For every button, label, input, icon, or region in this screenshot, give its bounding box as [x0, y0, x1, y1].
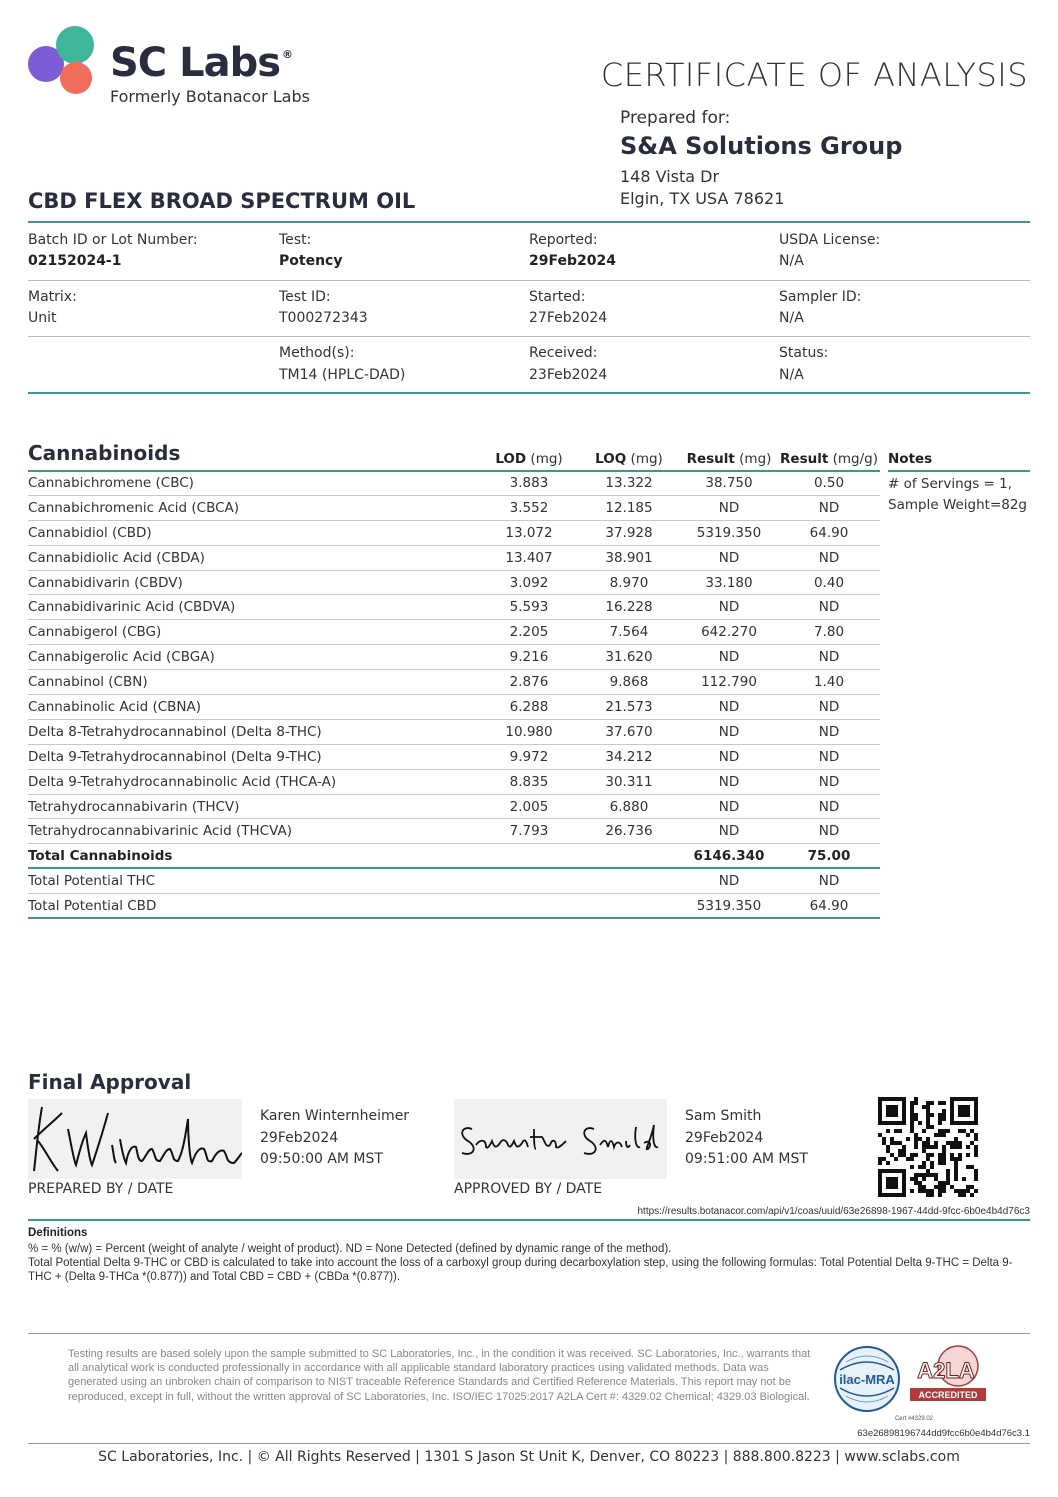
- row-value: ND: [818, 823, 840, 840]
- divider: [28, 392, 1030, 394]
- table-row: [28, 695, 880, 720]
- row-value: 642.270: [701, 624, 757, 641]
- notes-text: # of Servings = 1, Sample Weight=82g: [888, 476, 1028, 513]
- row-value: 3.552: [509, 499, 549, 516]
- prepared-by-caption: PREPARED BY / DATE: [28, 1181, 174, 1197]
- divider: [888, 470, 1030, 472]
- row-value: ND: [718, 823, 740, 840]
- row-value: 7.564: [609, 624, 649, 641]
- row-value: ND: [818, 549, 840, 566]
- row-value: 3.092: [509, 574, 549, 591]
- col-loq: LOQ (mg): [595, 451, 663, 467]
- test-value: Potency: [279, 253, 343, 269]
- preparer-info: [260, 1106, 409, 1171]
- row-value: ND: [718, 798, 740, 815]
- row-value: 5.593: [509, 599, 549, 616]
- client-address-line-1: 148 Vista Dr: [620, 167, 720, 186]
- table-row: [28, 546, 880, 571]
- usda-label: USDA License:: [779, 232, 881, 248]
- row-value: 6146.340: [693, 848, 765, 865]
- row-value: 38.901: [605, 549, 653, 566]
- preparer-name: Karen Winternheimer: [260, 1108, 410, 1124]
- notes-heading: Notes: [888, 451, 933, 467]
- table-row: [28, 496, 880, 521]
- cannabinoids-table: [28, 471, 880, 919]
- sampler-value: N/A: [779, 310, 804, 326]
- col-result-mgg: Result (mg/g): [780, 451, 878, 467]
- divider: [28, 1219, 1030, 1221]
- row-value: ND: [718, 773, 740, 790]
- table-row: [28, 595, 880, 620]
- document-title: CERTIFICATE OF ANALYSIS: [600, 56, 1028, 94]
- logo-dot-green: [56, 26, 94, 64]
- row-name: Cannabichromene (CBC): [28, 475, 194, 491]
- row-value: 112.790: [701, 674, 757, 691]
- row-value: 7.80: [813, 624, 845, 641]
- row-value: 2.876: [509, 674, 549, 691]
- row-name: Total Potential CBD: [28, 898, 157, 915]
- row-value: ND: [718, 873, 740, 890]
- certificate-id: 63e26898196744dd9fcc6b0e4b4d76c3.1: [857, 1428, 1030, 1439]
- preparer-time: 09:50:00 AM MST: [260, 1151, 383, 1167]
- test-label: Test:: [279, 232, 312, 248]
- row-value: ND: [718, 699, 740, 716]
- test-id-value: T000272343: [279, 310, 368, 326]
- disclaimer-text: Testing results are based solely upon the sample submitted to SC Laboratories, Inc., in the condition it was received. SC Laboratories, Inc., warrants that all analytical work is conducted professionally in accordance with all applicable standard laboratory practices using validated methods. Data was generated using an unbroken chain of comparison to NIST traceable Reference Standards and Certified Reference Materials. This report may not be reproduced, except in full, without the written approval of SC Laboratories, Inc. ISO/IEC 17025:2017 A2LA Cert #: 4329.02 Chemical; 4329.03 Biological.: [68, 1348, 811, 1403]
- row-name: Tetrahydrocannabivarinic Acid (THCVA): [28, 823, 292, 840]
- row-value: 3.883: [509, 475, 549, 491]
- row-value: 5319.350: [696, 898, 762, 915]
- table-row: [28, 745, 880, 770]
- divider: [28, 221, 1030, 223]
- row-name: Cannabidivarinic Acid (CBDVA): [28, 599, 236, 616]
- table-row: [28, 521, 880, 546]
- row-value: 9.972: [509, 748, 549, 765]
- cert-number: Cert #4329.02: [894, 1416, 933, 1422]
- method-value: TM14 (HPLC-DAD): [279, 367, 406, 383]
- sampler-label: Sampler ID:: [779, 289, 862, 305]
- approver-info: [685, 1106, 808, 1171]
- row-value: ND: [718, 549, 740, 566]
- row-name: Cannabidivarin (CBDV): [28, 574, 183, 591]
- row-name: Cannabinol (CBN): [28, 674, 148, 691]
- status-value: N/A: [779, 367, 804, 383]
- approved-by-caption: APPROVED BY / DATE: [454, 1181, 603, 1197]
- row-value: ND: [818, 773, 840, 790]
- row-value: 8.835: [509, 773, 549, 790]
- row-name: Cannabigerolic Acid (CBGA): [28, 649, 215, 666]
- row-value: 26.736: [605, 823, 653, 840]
- row-name: Tetrahydrocannabivarin (THCV): [28, 798, 240, 815]
- started-label: Started:: [529, 289, 586, 305]
- row-value: 9.868: [609, 674, 649, 691]
- row-name: Total Cannabinoids: [28, 848, 173, 865]
- row-value: 1.40: [813, 674, 845, 691]
- cannabinoids-heading: Cannabinoids: [28, 441, 181, 465]
- table-row: [28, 770, 880, 795]
- row-value: 34.212: [605, 748, 653, 765]
- table-row: [28, 471, 880, 496]
- preparer-date: 29Feb2024: [260, 1129, 339, 1146]
- row-value: ND: [818, 748, 840, 765]
- row-value: 2.205: [509, 624, 549, 641]
- approver-signature: [454, 1099, 667, 1179]
- svg-text:ACCREDITED: ACCREDITED: [918, 1390, 978, 1400]
- definitions-line-1: % = % (w/w) = Percent (weight of analyte / weight of product). ND = None Detected (defined by dynamic range of the method).: [28, 1243, 672, 1255]
- matrix-label: Matrix:: [28, 289, 77, 305]
- matrix-value: Unit: [28, 310, 57, 326]
- row-value: 0.40: [813, 574, 845, 591]
- batch-value: 02152024-1: [28, 253, 122, 269]
- svg-text:ilac-MRA: ilac-MRA: [839, 1372, 895, 1387]
- svg-text:A2LA: A2LA: [917, 1358, 975, 1383]
- row-value: 33.180: [705, 574, 753, 591]
- row-value: 8.970: [609, 574, 649, 591]
- row-name: Delta 9-Tetrahydrocannabinol (Delta 9-THC): [28, 748, 322, 765]
- verification-url[interactable]: https://results.botanacor.com/api/v1/coas/uuid/63e26898-1967-44dd-9fcc-6b0e4b4d76c3: [637, 1206, 1030, 1217]
- received-label: Received:: [529, 345, 598, 361]
- row-value: 2.005: [509, 798, 549, 815]
- status-label: Status:: [779, 345, 829, 361]
- row-value: ND: [718, 723, 740, 740]
- row-value: 37.670: [605, 723, 653, 740]
- row-value: 38.750: [705, 475, 753, 491]
- batch-label: Batch ID or Lot Number:: [28, 232, 198, 248]
- divider: [28, 336, 1030, 337]
- qr-code-icon[interactable]: [878, 1097, 978, 1197]
- footer: SC Laboratories, Inc. | © All Rights Reserved | 1301 S Jason St Unit K, Denver, CO 80223 | 888.800.8223 | www.sclabs.com: [98, 1449, 960, 1465]
- col-result-mg: Result (mg): [686, 451, 772, 467]
- row-name: Delta 8-Tetrahydrocannabinol (Delta 8-THC): [28, 723, 322, 740]
- client-name: S&A Solutions Group: [620, 132, 903, 160]
- row-name: Delta 9-Tetrahydrocannabinolic Acid (THCA-A): [28, 773, 337, 790]
- row-value: 64.90: [809, 898, 849, 915]
- table-row: [28, 894, 880, 919]
- row-value: 0.50: [813, 475, 845, 491]
- client-address-line-2: Elgin, TX USA 78621: [620, 189, 785, 208]
- brand-logo: [28, 26, 108, 96]
- definitions-line-2: Total Potential Delta 9-THC or CBD is calculated to take into account the loss of a carboxyl group during decarboxylation step, using the following formulas: Total Potential Delta 9-THC = Delta 9-THC + (Delta 9-THCa *(0.877)) and Total CBD = CBD + (CBDa *(0.877)).: [28, 1257, 1013, 1283]
- row-value: 13.322: [605, 475, 653, 491]
- definitions-text: [28, 1242, 1028, 1284]
- started-value: 27Feb2024: [529, 310, 608, 326]
- brand-subtitle: Formerly Botanacor Labs: [110, 87, 310, 106]
- approver-date: 29Feb2024: [685, 1129, 764, 1146]
- divider: [28, 1333, 1030, 1334]
- brand-name: SC Labs ®: [110, 40, 293, 86]
- method-label: Method(s):: [279, 345, 355, 361]
- row-value: 9.216: [509, 649, 549, 666]
- row-value: ND: [818, 649, 840, 666]
- row-value: 21.573: [605, 699, 653, 716]
- row-name: Cannabidiol (CBD): [28, 524, 152, 541]
- row-value: ND: [718, 499, 740, 516]
- logo-dot-coral: [60, 62, 92, 94]
- row-value: ND: [818, 499, 840, 516]
- preparer-signature: [28, 1099, 242, 1179]
- col-lod: LOD (mg): [495, 451, 563, 467]
- a2la-logo: [906, 1344, 988, 1406]
- row-value: 37.928: [605, 524, 653, 541]
- prepared-for-label: Prepared for:: [620, 108, 731, 128]
- table-row: [28, 571, 880, 596]
- row-value: 64.90: [809, 524, 849, 541]
- row-name: Total Potential THC: [28, 873, 156, 890]
- row-value: 7.793: [509, 823, 549, 840]
- table-row: [28, 819, 880, 844]
- test-id-label: Test ID:: [279, 289, 331, 305]
- product-title: CBD FLEX BROAD SPECTRUM OIL: [28, 189, 416, 213]
- table-row: [28, 645, 880, 670]
- row-value: ND: [818, 723, 840, 740]
- row-value: ND: [718, 748, 740, 765]
- table-row: [28, 869, 880, 894]
- table-row: [28, 670, 880, 695]
- row-value: 75.00: [807, 848, 851, 865]
- received-value: 23Feb2024: [529, 367, 608, 383]
- final-approval-heading: Final Approval: [28, 1070, 192, 1094]
- row-value: ND: [818, 798, 840, 815]
- ilac-mra-logo: [832, 1344, 902, 1414]
- row-value: 6.288: [509, 699, 549, 716]
- row-value: 31.620: [605, 649, 653, 666]
- row-value: ND: [718, 649, 740, 666]
- definitions-heading: Definitions: [28, 1227, 88, 1239]
- row-value: ND: [818, 873, 840, 890]
- table-row: [28, 720, 880, 745]
- row-value: 10.980: [505, 723, 553, 740]
- approver-time: 09:51:00 AM MST: [685, 1151, 808, 1167]
- row-value: 13.072: [505, 524, 553, 541]
- reported-value: 29Feb2024: [529, 253, 616, 269]
- row-value: 16.228: [605, 599, 653, 616]
- row-value: 12.185: [605, 499, 653, 516]
- row-name: Cannabinolic Acid (CBNA): [28, 699, 202, 716]
- row-value: 13.407: [505, 549, 553, 566]
- usda-value: N/A: [779, 253, 804, 269]
- table-row: [28, 795, 880, 820]
- table-row: [28, 844, 880, 869]
- table-row: [28, 620, 880, 645]
- row-name: Cannabichromenic Acid (CBCA): [28, 499, 240, 516]
- row-value: 6.880: [609, 798, 649, 815]
- row-value: ND: [818, 599, 840, 616]
- row-name: Cannabidiolic Acid (CBDA): [28, 549, 205, 566]
- row-name: Cannabigerol (CBG): [28, 624, 162, 641]
- divider: [28, 280, 1030, 281]
- approver-name: Sam Smith: [685, 1108, 762, 1124]
- row-value: ND: [718, 599, 740, 616]
- row-value: 30.311: [605, 773, 653, 790]
- reported-label: Reported:: [529, 232, 598, 248]
- row-value: ND: [818, 699, 840, 716]
- divider: [28, 1443, 1030, 1444]
- row-value: 5319.350: [696, 524, 762, 541]
